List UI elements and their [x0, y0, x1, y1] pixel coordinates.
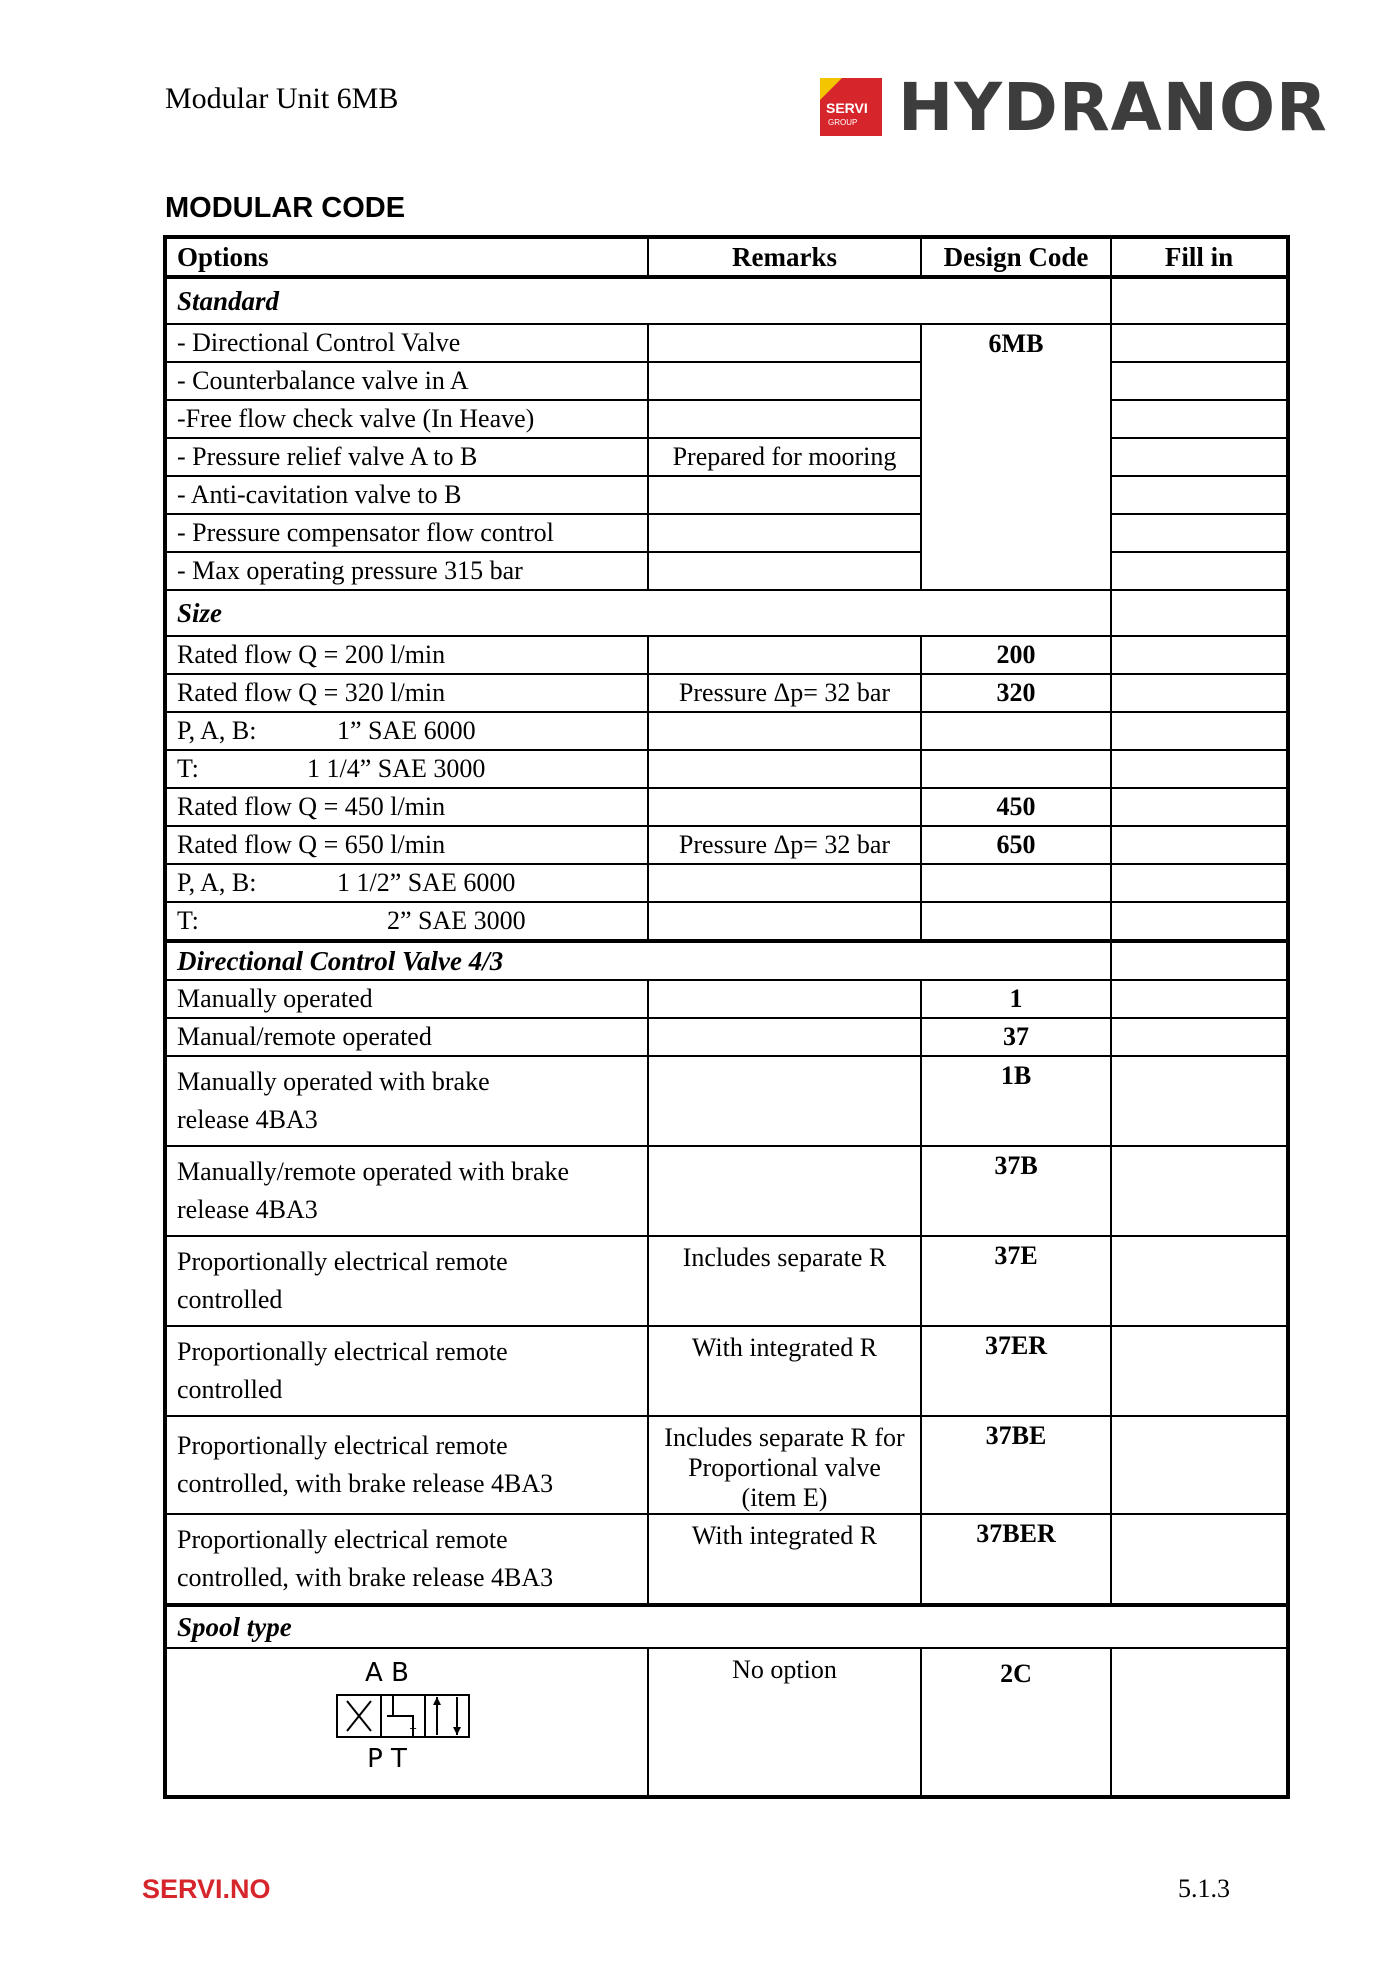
option-cell [165, 712, 648, 750]
option-cell [165, 1146, 648, 1236]
option-line: release 4BA3 [177, 1105, 318, 1134]
table-row [165, 750, 1288, 788]
spool-symbol-icon [317, 1653, 617, 1783]
remark-cell [648, 788, 921, 826]
remark-cell [648, 1146, 921, 1236]
remark-cell [648, 980, 921, 1018]
fill-in-cell[interactable] [1111, 1648, 1288, 1797]
section-label: Spool type [165, 1605, 1288, 1648]
spool-symbol-t-mark: T [409, 1727, 417, 1738]
document-title: Modular Unit 6MB [165, 82, 399, 115]
table-row [165, 1056, 1288, 1146]
design-code-cell: 37BER [921, 1514, 1111, 1605]
port-value: 1” SAE 6000 [337, 716, 476, 745]
option-cell [165, 1236, 648, 1326]
table-row [165, 1146, 1288, 1236]
option-cell [165, 1416, 648, 1514]
design-code-cell [921, 712, 1111, 750]
table-row [165, 980, 1288, 1018]
spool-symbol-cell [165, 1648, 648, 1797]
remark-cell [648, 552, 921, 590]
section-label: Size [165, 590, 1111, 636]
fill-in-cell[interactable] [1111, 324, 1288, 362]
table-row [165, 864, 1288, 902]
remark-cell [648, 514, 921, 552]
table-row [165, 1514, 1288, 1605]
option-cell [165, 1514, 648, 1605]
table-row [165, 826, 1288, 864]
option-cell [165, 864, 648, 902]
option-cell: Rated flow Q = 650 l/min [165, 826, 648, 864]
fill-in-cell[interactable] [1111, 864, 1288, 902]
option-cell: - Max operating pressure 315 bar [165, 552, 648, 590]
design-code-cell: 450 [921, 788, 1111, 826]
servi-group-badge [820, 78, 882, 136]
fill-in-cell[interactable] [1111, 476, 1288, 514]
table-row [165, 476, 1288, 514]
table-row [165, 514, 1288, 552]
option-cell: Rated flow Q = 450 l/min [165, 788, 648, 826]
fill-in-cell[interactable] [1111, 514, 1288, 552]
option-line: controlled [177, 1375, 283, 1404]
section-label: Standard [165, 277, 1111, 324]
section-label: Directional Control Valve 4/3 [165, 941, 1111, 980]
remark-cell [648, 864, 921, 902]
fill-in-cell[interactable] [1111, 1326, 1288, 1416]
remark-cell [648, 636, 921, 674]
fill-in-cell[interactable] [1111, 438, 1288, 476]
remark-cell: Pressure Δp= 32 bar [648, 826, 921, 864]
section-row-dcv [165, 941, 1288, 980]
remark-cell [648, 400, 921, 438]
design-code-cell: 37BE [921, 1416, 1111, 1514]
remark-line: With integrated R [691, 1521, 878, 1550]
option-cell [165, 1326, 648, 1416]
design-code-cell: 37E [921, 1236, 1111, 1326]
option-cell: Manually operated [165, 980, 648, 1018]
option-line: controlled [177, 1285, 283, 1314]
logo-badge-text: SERVI [826, 100, 868, 116]
fill-in-cell[interactable] [1111, 552, 1288, 590]
remark-cell [648, 902, 921, 941]
design-code-cell [921, 864, 1111, 902]
port-value: 1 1/4” SAE 3000 [307, 754, 486, 783]
table-row [165, 788, 1288, 826]
remark-cell: Prepared for mooring [648, 438, 921, 476]
option-line: Proportionally electrical remote [177, 1337, 508, 1366]
table-row [165, 324, 1288, 362]
option-cell: - Pressure compensator flow control [165, 514, 648, 552]
option-line: Proportionally electrical remote [177, 1247, 508, 1276]
design-code-cell: 650 [921, 826, 1111, 864]
design-code-cell: 200 [921, 636, 1111, 674]
fill-in-cell[interactable] [1111, 636, 1288, 674]
design-code-cell: 2C [921, 1648, 1111, 1797]
port-label: P, A, B: [177, 868, 257, 897]
table-header-row [165, 237, 1288, 277]
table-row [165, 674, 1288, 712]
table-row [165, 362, 1288, 400]
table-row [165, 636, 1288, 674]
table-row [165, 1648, 1288, 1797]
port-label: T: [177, 754, 199, 783]
port-value: 1 1/2” SAE 6000 [337, 868, 516, 897]
table-row [165, 1416, 1288, 1514]
remark-cell [648, 1514, 921, 1605]
option-line: Proportionally electrical remote [177, 1431, 508, 1460]
option-line: controlled, with brake release 4BA3 [177, 1469, 554, 1498]
section-row-spool [165, 1605, 1288, 1648]
port-label: T: [177, 906, 199, 935]
option-cell: - Directional Control Valve [165, 324, 648, 362]
modular-code-table [163, 235, 1290, 1799]
remark-cell [648, 1056, 921, 1146]
fill-in-cell[interactable] [1111, 1236, 1288, 1326]
option-line: Manually operated with brake [177, 1067, 490, 1096]
option-cell: Rated flow Q = 320 l/min [165, 674, 648, 712]
option-cell [165, 902, 648, 941]
hydranor-logo [820, 69, 1340, 146]
port-value: 2” SAE 3000 [387, 906, 526, 935]
section-row-size [165, 590, 1288, 636]
fill-in-cell[interactable] [1111, 1056, 1288, 1146]
spool-symbol-top-label: A B [365, 1658, 409, 1688]
table-row [165, 902, 1288, 941]
remark-cell [648, 712, 921, 750]
remark-cell [648, 324, 921, 362]
fill-in-cell[interactable] [1111, 400, 1288, 438]
option-cell: Manual/remote operated [165, 1018, 648, 1056]
fill-in-cell[interactable] [1111, 941, 1288, 980]
logo-badge-subtext: GROUP [828, 118, 858, 127]
remark-cell [648, 1018, 921, 1056]
remark-line: Includes separate R [682, 1243, 887, 1272]
option-line: Manually/remote operated with brake [177, 1157, 570, 1186]
fill-in-cell[interactable] [1111, 1146, 1288, 1236]
table-row [165, 1236, 1288, 1326]
design-code-cell: 1 [921, 980, 1111, 1018]
option-cell [165, 750, 648, 788]
remark-cell: Pressure Δp= 32 bar [648, 674, 921, 712]
option-cell: -Free flow check valve (In Heave) [165, 400, 648, 438]
remark-line: Includes separate R for [664, 1423, 905, 1452]
option-cell: Rated flow Q = 200 l/min [165, 636, 648, 674]
fill-in-cell[interactable] [1111, 980, 1288, 1018]
section-row-standard [165, 277, 1288, 324]
design-code-cell [921, 902, 1111, 941]
spool-symbol-bottom-label: P T [367, 1744, 407, 1774]
option-line: release 4BA3 [177, 1195, 318, 1224]
fill-in-cell[interactable] [1111, 1018, 1288, 1056]
fill-in-cell[interactable] [1111, 362, 1288, 400]
remark-line: Proportional valve (item E) [688, 1453, 881, 1512]
option-cell: - Anti-cavitation valve to B [165, 476, 648, 514]
fill-in-cell[interactable] [1111, 750, 1288, 788]
option-cell [165, 1056, 648, 1146]
table-row [165, 438, 1288, 476]
remark-cell [648, 1326, 921, 1416]
table-row [165, 400, 1288, 438]
logo-wordmark: HYDRANOR [898, 69, 1328, 146]
fill-in-cell[interactable] [1111, 788, 1288, 826]
remark-cell: No option [648, 1648, 921, 1797]
fill-in-cell[interactable] [1111, 674, 1288, 712]
design-code-cell: 37B [921, 1146, 1111, 1236]
remark-cell [648, 750, 921, 788]
design-code-cell: 37ER [921, 1326, 1111, 1416]
remark-cell [648, 362, 921, 400]
option-cell: - Pressure relief valve A to B [165, 438, 648, 476]
header-options: Options [165, 237, 648, 277]
fill-in-cell[interactable] [1111, 277, 1288, 324]
fill-in-cell[interactable] [1111, 712, 1288, 750]
footer-brand: SERVI.NO [142, 1874, 271, 1904]
design-code-cell: 6MB [921, 324, 1111, 590]
port-label: P, A, B: [177, 716, 257, 745]
page-number: 5.1.3 [1178, 1874, 1230, 1903]
fill-in-cell[interactable] [1111, 1514, 1288, 1605]
remark-cell [648, 1416, 921, 1514]
table-row [165, 1018, 1288, 1056]
option-cell: - Counterbalance valve in A [165, 362, 648, 400]
design-code-cell: 1B [921, 1056, 1111, 1146]
remark-line: With integrated R [691, 1333, 878, 1362]
option-line: Proportionally electrical remote [177, 1525, 508, 1554]
design-code-cell: 37 [921, 1018, 1111, 1056]
fill-in-cell[interactable] [1111, 1416, 1288, 1514]
section-heading: MODULAR CODE [165, 192, 406, 224]
remark-cell [648, 476, 921, 514]
header-remarks: Remarks [648, 237, 921, 277]
header-fill-in: Fill in [1111, 237, 1288, 277]
header-design-code: Design Code [921, 237, 1111, 277]
design-code-cell: 320 [921, 674, 1111, 712]
option-line: controlled, with brake release 4BA3 [177, 1563, 554, 1592]
table-row [165, 552, 1288, 590]
fill-in-cell[interactable] [1111, 826, 1288, 864]
design-code-cell [921, 750, 1111, 788]
fill-in-cell[interactable] [1111, 590, 1288, 636]
table-row [165, 712, 1288, 750]
table-row [165, 1326, 1288, 1416]
remark-cell [648, 1236, 921, 1326]
fill-in-cell[interactable] [1111, 902, 1288, 941]
